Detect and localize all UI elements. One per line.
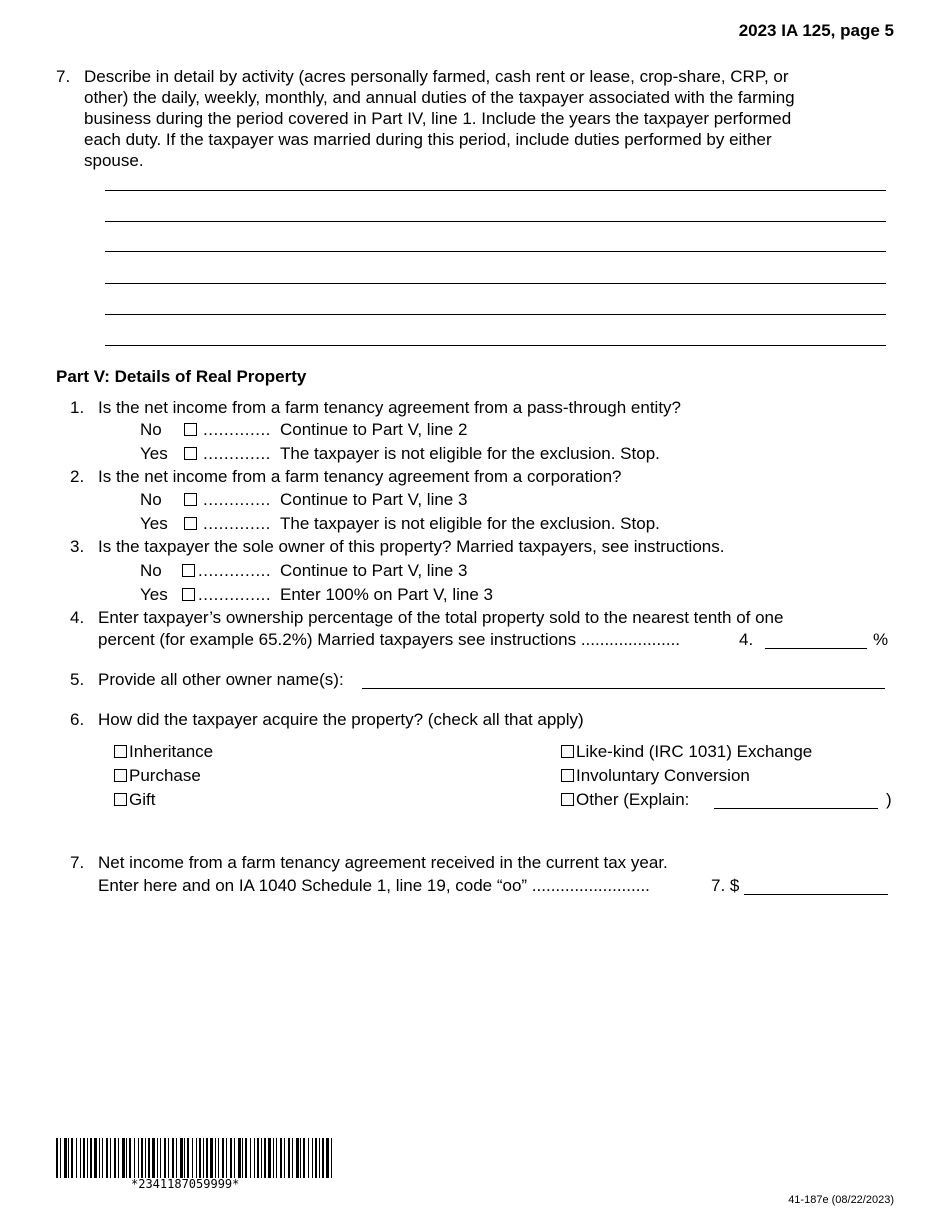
barcode-bar xyxy=(254,1138,255,1178)
p5-q1-text: Is the net income from a farm tenancy agreement from a pass-through entity? xyxy=(98,398,682,417)
barcode-bar xyxy=(300,1138,301,1178)
p5-q6-close-paren: ) xyxy=(886,790,892,809)
barcode-bar xyxy=(206,1138,208,1178)
barcode-bar xyxy=(257,1138,259,1178)
barcode xyxy=(56,1138,334,1178)
answer-line-2[interactable] xyxy=(105,221,886,222)
p5-q3-yes-dots: .............. xyxy=(198,585,272,604)
barcode-bar xyxy=(180,1138,183,1178)
barcode-text: *2341187059999* xyxy=(131,1177,240,1191)
barcode-bar xyxy=(226,1138,227,1178)
p5-q5-owner-names-field[interactable] xyxy=(362,688,885,689)
barcode-bar xyxy=(215,1138,216,1178)
p5-q2-no-dots: ............. xyxy=(203,490,271,509)
barcode-bar xyxy=(242,1138,243,1178)
barcode-bar xyxy=(261,1138,262,1178)
barcode-bar xyxy=(60,1138,61,1178)
p5-q6-number: 6. xyxy=(70,710,85,729)
barcode-bar xyxy=(94,1138,97,1178)
barcode-bar xyxy=(230,1138,232,1178)
answer-line-3[interactable] xyxy=(105,251,886,252)
p5-q5-text: Provide all other owner name(s): xyxy=(98,670,344,689)
barcode-bar xyxy=(106,1138,108,1178)
p5-q6-option-purchase[interactable]: Purchase xyxy=(114,766,201,786)
barcode-bar xyxy=(280,1138,282,1178)
barcode-bar xyxy=(64,1138,67,1178)
p5-q4-unit: % xyxy=(873,630,889,649)
barcode-bar xyxy=(276,1138,277,1178)
barcode-bar xyxy=(122,1138,125,1178)
barcode-bar xyxy=(292,1138,293,1178)
barcode-bar xyxy=(76,1138,77,1178)
p5-q1-no-action: Continue to Part V, line 2 xyxy=(280,420,468,439)
p5-q3-no-dots: .............. xyxy=(198,561,272,580)
barcode-bar xyxy=(203,1138,204,1178)
p5-q1-no-label: No xyxy=(140,420,162,439)
barcode-bar xyxy=(187,1138,189,1178)
barcode-bar xyxy=(238,1138,241,1178)
p5-q4-line-2: percent (for example 65.2%) Married taxpayers see instructions ..................... xyxy=(98,630,681,649)
p5-q3-yes-label: Yes xyxy=(140,585,168,604)
barcode-bar xyxy=(199,1138,201,1178)
answer-line-1[interactable] xyxy=(105,190,886,191)
p5-q4-line-ref: 4. xyxy=(739,630,754,649)
barcode-bar xyxy=(152,1138,155,1178)
p5-q6-option-gift[interactable]: Gift xyxy=(114,790,155,810)
barcode-bar xyxy=(126,1138,127,1178)
p5-q1-no-dots: ............. xyxy=(203,420,271,439)
barcode-bar xyxy=(250,1138,251,1178)
q7-line-1: Describe in detail by activity (acres personally farmed, cash rent or lease, crop-share, CRP, or xyxy=(84,67,789,86)
barcode-bar xyxy=(118,1138,119,1178)
barcode-bar xyxy=(273,1138,274,1178)
p5-q6-other-explain-field[interactable] xyxy=(714,808,878,809)
barcode-bar xyxy=(326,1138,329,1178)
p5-q2-yes-action: The taxpayer is not eligible for the exclusion. Stop. xyxy=(280,514,660,533)
p5-q3-no-action: Continue to Part V, line 3 xyxy=(280,561,468,580)
barcode-bar xyxy=(160,1138,161,1178)
p5-q4-number: 4. xyxy=(70,608,85,627)
barcode-bar xyxy=(68,1138,69,1178)
p5-q7-line-1: Net income from a farm tenancy agreement received in the current tax year. xyxy=(98,853,668,872)
barcode-bar xyxy=(264,1138,266,1178)
barcode-bar xyxy=(288,1138,290,1178)
checkbox-icon[interactable] xyxy=(114,793,127,806)
p5-q2-yes-dots: ............. xyxy=(203,514,271,533)
page-header: 2023 IA 125, page 5 xyxy=(738,21,894,40)
barcode-bar xyxy=(157,1138,158,1178)
p5-q7-amount-field[interactable] xyxy=(744,894,888,895)
p5-q1-number: 1. xyxy=(70,398,85,417)
barcode-bar xyxy=(303,1138,305,1178)
barcode-bar xyxy=(312,1138,313,1178)
p5-q5-number: 5. xyxy=(70,670,85,689)
p5-q7-line-ref: 7. $ xyxy=(711,876,740,895)
p5-q3-no-checkbox[interactable] xyxy=(182,561,197,581)
barcode-bar xyxy=(99,1138,100,1178)
barcode-bar xyxy=(90,1138,92,1178)
barcode-bar xyxy=(284,1138,285,1178)
barcode-bar xyxy=(71,1138,73,1178)
q7-number: 7. xyxy=(56,67,71,86)
p5-q4-line-1: Enter taxpayer’s ownership percentage of the total property sold to the nearest tenth of one xyxy=(98,608,784,627)
barcode-graphic xyxy=(56,1138,334,1178)
barcode-bar xyxy=(83,1138,85,1178)
barcode-bar xyxy=(184,1138,185,1178)
answer-line-4[interactable] xyxy=(105,283,886,284)
form-number: 41-187e (08/22/2023) xyxy=(788,1194,894,1206)
barcode-bar xyxy=(110,1138,111,1178)
p5-q6-option-like-kind[interactable]: Like-kind (IRC 1031) Exchange xyxy=(561,742,812,762)
barcode-bar xyxy=(319,1138,320,1178)
barcode-bar xyxy=(145,1138,146,1178)
p5-q2-no-action: Continue to Part V, line 3 xyxy=(280,490,468,509)
p5-q6-text: How did the taxpayer acquire the property? (check all that apply) xyxy=(98,710,584,729)
p5-q1-yes-dots: ............. xyxy=(203,444,271,463)
barcode-bar xyxy=(80,1138,81,1178)
barcode-bar xyxy=(322,1138,324,1178)
barcode-bar xyxy=(196,1138,197,1178)
barcode-bar xyxy=(168,1138,169,1178)
barcode-bar xyxy=(210,1138,213,1178)
barcode-bar xyxy=(56,1138,58,1178)
barcode-bar xyxy=(331,1138,332,1178)
p5-q3-yes-action: Enter 100% on Part V, line 3 xyxy=(280,585,493,604)
barcode-bar xyxy=(218,1138,219,1178)
p5-q6-option-other[interactable]: Other (Explain: xyxy=(561,790,689,810)
p5-q3-number: 3. xyxy=(70,537,85,556)
barcode-bar xyxy=(129,1138,131,1178)
barcode-bar xyxy=(245,1138,247,1178)
q7-line-3: business during the period covered in Part IV, line 1. Include the years the taxpayer performed xyxy=(84,109,792,128)
barcode-bar xyxy=(315,1138,317,1178)
barcode-bar xyxy=(308,1138,309,1178)
p5-q3-no-label: No xyxy=(140,561,162,580)
barcode-bar xyxy=(172,1138,174,1178)
p5-q2-text: Is the net income from a farm tenancy agreement from a corporation? xyxy=(98,467,622,486)
checkbox-icon[interactable] xyxy=(114,769,127,782)
p5-q4-percent-field[interactable] xyxy=(765,648,867,649)
p5-q3-yes-checkbox[interactable] xyxy=(182,585,197,605)
barcode-bar xyxy=(268,1138,271,1178)
p5-q1-yes-action: The taxpayer is not eligible for the exclusion. Stop. xyxy=(280,444,660,463)
p5-q1-yes-checkbox[interactable] xyxy=(184,444,199,464)
p5-q1-yes-label: Yes xyxy=(140,444,168,463)
p5-q6-option-involuntary[interactable]: Involuntary Conversion xyxy=(561,766,750,786)
checkbox-icon[interactable] xyxy=(561,769,574,782)
barcode-bar xyxy=(192,1138,193,1178)
barcode-bar xyxy=(114,1138,116,1178)
p5-q2-no-checkbox[interactable] xyxy=(184,490,199,510)
barcode-bar xyxy=(138,1138,139,1178)
barcode-bar xyxy=(102,1138,103,1178)
p5-q3-text: Is the taxpayer the sole owner of this property? Married taxpayers, see instructions. xyxy=(98,537,725,556)
barcode-bar xyxy=(87,1138,88,1178)
p5-q1-no-checkbox[interactable] xyxy=(184,420,199,440)
barcode-bar xyxy=(296,1138,299,1178)
p5-q2-yes-checkbox[interactable] xyxy=(184,514,199,534)
q7-line-5: spouse. xyxy=(84,151,144,170)
p5-q2-no-label: No xyxy=(140,490,162,509)
p5-q7-line-2: Enter here and on IA 1040 Schedule 1, line 19, code “oo” ......................... xyxy=(98,876,650,895)
answer-line-6[interactable] xyxy=(105,345,886,346)
checkbox-icon[interactable] xyxy=(561,745,574,758)
p5-q6-option-inheritance[interactable]: Inheritance xyxy=(114,742,213,762)
answer-line-5[interactable] xyxy=(105,314,886,315)
barcode-bar xyxy=(148,1138,150,1178)
p5-q2-yes-label: Yes xyxy=(140,514,168,533)
checkbox-icon[interactable] xyxy=(114,745,127,758)
barcode-bar xyxy=(141,1138,143,1178)
barcode-bar xyxy=(164,1138,166,1178)
barcode-bar xyxy=(176,1138,177,1178)
checkbox-icon[interactable] xyxy=(561,793,574,806)
barcode-bar xyxy=(134,1138,135,1178)
barcode-bar xyxy=(234,1138,235,1178)
p5-q7-number: 7. xyxy=(70,853,85,872)
q7-line-2: other) the daily, weekly, monthly, and annual duties of the taxpayer associated with the farming xyxy=(84,88,795,107)
p5-q2-number: 2. xyxy=(70,467,85,486)
q7-line-4: each duty. If the taxpayer was married during this period, include duties performed by either xyxy=(84,130,772,149)
part5-title: Part V: Details of Real Property xyxy=(56,367,307,386)
barcode-bar xyxy=(222,1138,224,1178)
